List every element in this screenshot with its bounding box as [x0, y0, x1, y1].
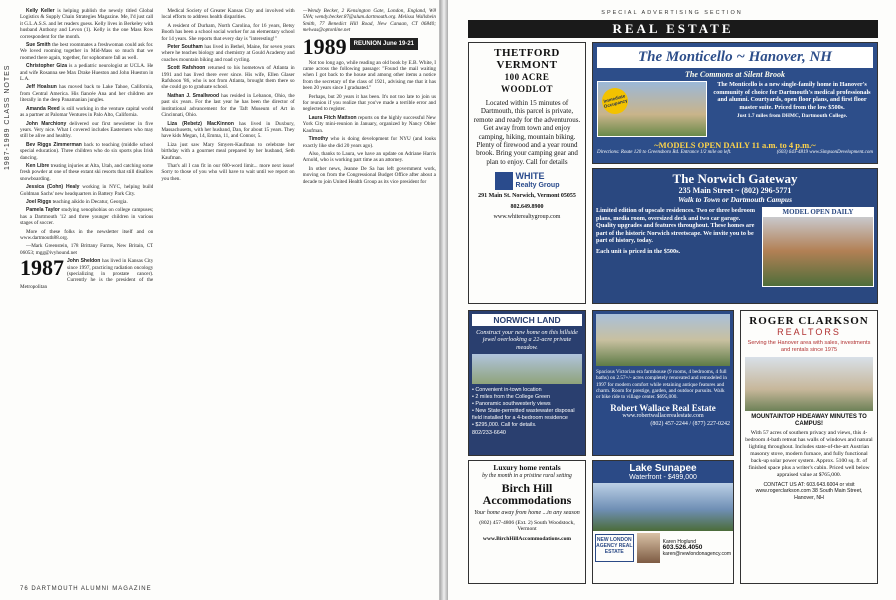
norwich-land-photo: [472, 354, 582, 384]
class-notes-columns: [20, 8, 436, 576]
roger-clarkson-photo: [745, 357, 873, 411]
class-note-paragraph: [303, 60, 436, 92]
class-note-paragraph: [161, 23, 294, 42]
class-note-paragraph: [20, 121, 153, 140]
model-open-daily-label: MODEL OPEN DAILY: [763, 208, 873, 217]
thetford-title-line: WOODLOT: [500, 84, 553, 94]
class-note-text: treating injuries at Alta, Utah, and catching some fresh powder at one of these extant ski resorts that still disallow snowboarding.: [20, 162, 154, 182]
class-note-paragraph: [303, 115, 436, 134]
classmate-name: Jeff Hoalsun: [26, 84, 57, 91]
norwich-land-phone: 802/233-6640: [472, 430, 506, 437]
column-2: [161, 8, 294, 576]
class-note-text: Also, thanks to Laura, we have an update on Adriane Harris Arnold, who is working part time as an attorney.: [302, 150, 436, 164]
roger-clarkson-serving: Serving the Hanover area with sales, investments and rentals since 1975: [747, 340, 871, 353]
roger-clarkson-ad[interactable]: [740, 310, 878, 584]
agent-name: Karen Hoglund: [662, 539, 696, 545]
class-year-1987: 1987: [20, 258, 64, 281]
thetford-title-line: 100 ACRE: [504, 72, 550, 82]
class-note-paragraph: [303, 94, 436, 113]
birch-hill-ad[interactable]: [468, 460, 586, 584]
classmate-name: Peter Southam: [167, 44, 203, 51]
class-note-text: working in NYC, helping build Goldman Sachs' new headquarters in Battery Park City.: [20, 184, 154, 197]
class-1989-header: [303, 37, 436, 57]
new-london-agency-logo: NEW LONDON AGENCY REAL ESTATE: [595, 534, 634, 562]
roger-clarkson-name: ROGER CLARKSON: [749, 315, 869, 327]
monticello-contact[interactable]: (603) 643-4819 www.SimpsonDevelopment.com: [776, 150, 873, 155]
class-note-text: is still working in the venture capital world as a partner at Palomar Ventures in Palo Alto, California.: [20, 105, 154, 119]
birch-hill-sub: by the month in a pristine rural setting: [482, 472, 572, 479]
norwich-land-features: [472, 387, 582, 429]
robert-wallace-photo: [596, 314, 730, 366]
class-note-paragraph: [161, 163, 294, 182]
real-estate-banner: REAL ESTATE: [468, 20, 878, 38]
class-note-paragraph: [161, 93, 294, 119]
norwich-gateway-ad[interactable]: [592, 168, 878, 304]
white-realty-address: 291 Main St. Norwich, Vermont 05055: [478, 193, 576, 200]
norwich-gateway-tagline: Walk to Town or Dartmouth Campus: [678, 195, 792, 204]
classmate-name: Amanda Reed: [26, 105, 60, 112]
robert-wallace-name: Robert Wallace Real Estate: [610, 403, 716, 414]
monticello-directions: Directions: Route 120 to Greensboro Rd. Entrance 1/2 mile on left.: [597, 150, 732, 155]
robert-wallace-ad[interactable]: [592, 310, 734, 456]
class-note-text: In other news, Jeanne De Sa has left government work, moving on from the Congressional Budget Office after about a decade to join United Health Group as its vice president for: [302, 165, 436, 185]
monticello-body: The Monticello is a new single-family home in Hanover's community of choice for Dartmouth's medical professionals and alumni. Courtyards, open floor plans, and first floor master suite. Priced from the low $500s.: [713, 81, 871, 111]
monticello-note: Just 1.7 miles from DHMC, Dartmouth College.: [736, 113, 848, 120]
monticello-subtitle: The Commons at Silent Brook: [684, 70, 786, 79]
white-realty-logo-top: WHITE: [515, 171, 545, 182]
lake-sunapee-price: Waterfront - $499,000: [629, 474, 697, 481]
class-note-paragraph: [20, 207, 153, 226]
thetford-body: Located within 15 minutes of Dartmouth, this parcel is private, remote and ready for the adventurous. Get away from town and enjoy camping, hiking, mountain biking. Plenty of firewood and a year round brook. Bring your camping gear and plan to enjoy. Call for details: [473, 99, 581, 166]
class-note-paragraph: [161, 44, 294, 63]
white-realty-logo-bottom: Realty Group: [515, 182, 560, 190]
class-note-text: Liza just saw Mary Smyers-Kaufman to celebrate her birthday with a gourmet meal prepared by her husband, Seth Kaufman.: [161, 141, 295, 161]
white-realty-logo-mark: [495, 172, 513, 190]
roger-clarkson-body: With 57 acres of southern privacy and views, this 4-bedroom 4-bath retreat has walls of windows and natural lighting throughout. Includes state-of-the-art Austrian masonry stove, modern furnace, and fully functional back-up solar power system. Approx. 5100 sq. ft. of finished space plus a writer's cabin. Priced well below appraised value at $765,000.: [745, 430, 873, 478]
class-note-paragraph: [161, 65, 294, 91]
classmate-name: John Marchiony: [26, 120, 67, 127]
agent-email[interactable]: karen@newlondonagency.com: [662, 551, 731, 557]
class-year-1989: 1989: [302, 36, 347, 57]
class-note-paragraph: [20, 42, 153, 61]
class-note-text: has lived in Bethel, Maine, for seven years where he teaches biology and chemistry at Gould Academy and coaches mountain biking and road cycling.: [161, 44, 295, 63]
left-page: [0, 0, 440, 600]
thetford-woodlot-ad[interactable]: [468, 42, 586, 304]
classmate-name: Sue Smith: [26, 42, 51, 49]
classmate-name: Pamela Taylor: [26, 207, 60, 214]
class-note-paragraph: [20, 84, 153, 103]
reunion-badge: REUNION June 19-21: [350, 38, 418, 50]
class-note-text: —Mark Greenstein, 178 Brittany Farms, New Britain, CT 06053; mgg@ivyhound.net: [20, 243, 154, 256]
classmate-name: Kelly Keller: [26, 8, 55, 14]
class-note-text: has moved back to Lake Tahoe, California, from Central America. His fiancée Ana and her children are literally in the deep Panamanian jungles.: [20, 84, 154, 104]
norwich-gateway-photo: [762, 207, 874, 287]
monticello-ad[interactable]: [592, 42, 878, 164]
classmate-name: Timothy: [308, 136, 329, 143]
lake-sunapee-ad[interactable]: [592, 460, 734, 584]
class-note-paragraph: [20, 243, 153, 256]
classmate-name: Joel Riggs: [26, 198, 52, 205]
birch-hill-phone: (802) 457-4806 (Ext. 2) South Woodstock, Vermont: [479, 519, 575, 533]
class-note-paragraph: [161, 8, 294, 21]
class-note-text: Medical Society of Greater Kansas City and involved with local efforts to address health disparities.: [161, 8, 295, 21]
class-note-text: the best roommates a freshwoman could ask for. We loved rooming together in Mid-Mass so much that we roomed there again, together, for sophomore fall as well.: [20, 42, 154, 61]
section-label: SPECIAL ADVERTISING SECTION: [601, 10, 743, 16]
column-1: [20, 8, 153, 576]
norwich-gateway-address: 235 Main Street ~ (802) 296-5771: [678, 186, 792, 195]
norwich-land-feature: • 2 miles from the College Green: [472, 394, 582, 401]
thetford-title: [473, 47, 581, 95]
norwich-land-ad[interactable]: [468, 310, 586, 456]
class-note-paragraph: [20, 63, 153, 82]
birch-hill-web[interactable]: www.BirchHillAccommodations.com: [482, 535, 572, 542]
classmate-name: Jessica (Cohn) Healy: [26, 184, 80, 191]
class-note-text: has resided in Lebanon, Ohio, the past six years. For the last year he has been the director of institutional advancement for the Taft Museum of Art in Cincinnati, Ohio.: [161, 92, 295, 119]
class-note-paragraph: [303, 151, 436, 164]
birch-hill-name: Birch Hill Accommodations: [482, 480, 572, 507]
classmate-name: Scott Rafshoon: [167, 65, 206, 72]
class-note-paragraph: [303, 136, 436, 149]
norwich-gateway-body: Limited edition of upscale residences. Two or three bedroom plans, media room, oversized deck and two car garage. Quality upgrades and features throughout. These homes are part of the historic Norwich streetscape. We invite you to be part of history, today.: [596, 207, 755, 245]
class-note-text: A resident of Durham, North Carolina, for 16 years, Betsy Booth has been a school social worker for an elementary school for 14 years. She reports that every day is "interesting!": [161, 22, 295, 42]
norwich-land-feature: • $295,000. Call for details.: [472, 422, 582, 429]
classmate-name: John Sheldon: [67, 258, 102, 265]
class-note-text: That's all I can fit in our 600-word limit... more next issue! Sorry to those of you who will have to wait until we report on you then.: [161, 162, 295, 182]
robert-wallace-web[interactable]: www.robertwallacerealestate.com: [622, 413, 704, 420]
birch-hill-tagline: Your home away from home ...in any season: [474, 509, 580, 516]
white-realty-phone: 802.649.8900: [510, 203, 544, 210]
classmate-name: Ken Libre: [26, 162, 50, 169]
class-note-paragraph: [161, 121, 294, 140]
roger-clarkson-headline: MOUNTAINTOP HIDEAWAY MINUTES TO CAMPUS!: [751, 414, 867, 427]
classmate-name: Liza (Rebetz) MacKinnon: [167, 120, 234, 127]
norwich-land-tagline: Construct your new home on this hillside jewel overlooking a 22-acre private meadow.: [476, 329, 578, 351]
class-note-text: Perhaps, but 20 years it has been. It's not too late to join us for reunion if you realize that you've made a terrible error and neglected to register.: [302, 93, 436, 113]
birch-hill-headline: Luxury home rentals: [493, 463, 561, 472]
class-note-text: has lived in Duxbury, Massachusetts, with her husband, Dan, for about 15 years. They have kids Megan, 14, Emma, 11, and Connor, 5.: [161, 120, 295, 140]
white-realty-web[interactable]: www.whiterealtygroup.com: [493, 214, 561, 221]
column-3: [303, 8, 436, 576]
monticello-title: The Monticello ~ Hanover, NH: [597, 47, 873, 68]
class-note-paragraph: [20, 106, 153, 119]
class-note-text: returned to his hometown of Atlanta in 1991 and has lived there ever since. His wife, Ellen Glaser Rafshoon '86, who is not from Atlanta, brought them there so she could go to graduate school.: [161, 65, 295, 91]
classmate-name: Christopher Giza: [26, 63, 67, 70]
class-note-text: is helping publish the newsly titled Global Logistics & Supply Chain Strategies Magazine. Me, I'd just call it G.L.A.S.S. and let readers guess. Kelly lives in Berkeley with husband Anthony and Levon (1). Kelly is the one Mass Row correspondent for the month.: [20, 8, 154, 40]
classmate-name: Bev Riggs Zimmerman: [26, 141, 82, 148]
class-note-paragraph: [20, 229, 153, 242]
class-note-text: teaching aikido in Decatur, Georgia.: [52, 198, 128, 205]
class-note-paragraph: [20, 184, 153, 197]
class-1987-header: [20, 258, 153, 290]
class-note-text: studying xenophobias on college campuses; has a Dartmouth '12 and three younger children in various stages of soccer.: [20, 207, 154, 227]
class-notes-tab: 1987-1989 CLASS NOTES: [4, 64, 11, 170]
agent-phone: 603.526.4050: [662, 544, 703, 551]
classmate-name: Nathan J. Smallwood: [167, 92, 220, 99]
agent-photo: [637, 533, 660, 563]
monticello-photo: [597, 81, 707, 137]
class-note-paragraph: [20, 163, 153, 182]
robert-wallace-phones: (802) 457-2244 / (877) 227-0242: [650, 421, 730, 428]
norwich-land-feature: • Convenient in-town location: [472, 387, 582, 394]
monticello-open-hours: ~MODELS OPEN DAILY 11 a.m. to 4 p.m.~: [654, 140, 816, 150]
class-note-paragraph: [161, 142, 294, 161]
robert-wallace-description: Spacious Victorian era farmhouse (9 rooms, 4 bedrooms, 4 full baths) on 2.57+/- acres completely renovated and remodeled in 1997 for modern comfort while retaining antique features and charm. Room for prestige, garden, and outdoor pursuits. Walk or bike ride to village center. $695,000.: [596, 369, 727, 401]
class-note-text: More of these folks in the newsletter itself and on www.dartmouth88.org.: [20, 228, 154, 241]
norwich-land-feature: • New State-permitted wastewater disposal field installed for a 4-bedroom residence: [472, 408, 582, 422]
immediate-occupancy-badge: Immediate Occupancy: [599, 85, 631, 117]
class-note-text: reports on the highly successful New York City mini-reunion in January, organized by Nancy Obler Kaufman.: [302, 114, 436, 134]
column-3-signoff: —Wendy Becker, 2 Kensington Gate, London, England, W8 5NA; wendy.becker.87@alum.dartmouth.org. Melissa Wallshein Smith, 77 Benedict Hill Road, New Canaan, CT 06840; melwas@optonline.net: [302, 8, 436, 34]
norwich-gateway-title: The Norwich Gateway: [672, 171, 798, 186]
white-realty-logo: [473, 172, 581, 190]
class-note-text: delivered our first newsletter in five years. Very nice. What I covered includes Easterners who may still be alive and healthy.: [20, 120, 154, 140]
class-note-paragraph: [303, 166, 436, 185]
spine-gutter: [440, 0, 448, 600]
class-note-paragraph: [20, 142, 153, 161]
thetford-title-line: VERMONT: [496, 59, 558, 71]
lake-sunapee-title: Lake Sunapee: [629, 463, 697, 474]
norwich-gateway-price: Each unit is priced in the $500s.: [596, 247, 681, 255]
class-note-text: who is doing development for NYU (and looks exactly like she did 20 years ago).: [302, 136, 436, 149]
class-note-text: Not too long ago, while reading an old book by E.B. White, I came across the following passage: "Found the mail waiting when I got back to the house and among other items a notice from the secretary of the class of 1921, advising me that it has been 20 years since I graduated.": [302, 59, 436, 92]
class-note-text: back to teaching (middle school special education). Three children who do six sports plus Irish dancing.: [20, 141, 154, 161]
right-page: [448, 0, 896, 600]
lake-sunapee-photo: [593, 483, 733, 531]
norwich-land-title: NORWICH LAND: [472, 314, 582, 326]
thetford-title-line: THETFORD: [494, 47, 560, 59]
norwich-land-feature: • Panoramic southwesterly views: [472, 401, 582, 408]
class-note-paragraph: [20, 199, 153, 205]
roger-clarkson-realtors: REALTORS: [777, 327, 841, 337]
class-note-text: is a pediatric neurologist at UCLA. He and wife Rosanna see Max Drake Hueston and John Hueston in L.A.: [20, 63, 154, 83]
page-folio: 76 DARTMOUTH ALUMNI MAGAZINE: [20, 586, 152, 592]
class-note-text: has lived in Kansas City since 1997, practicing radiation oncology (specializing in prostate cancer). Currently he is the president of the Metropolitan: [20, 258, 154, 290]
roger-clarkson-contact[interactable]: CONTACT US AT: 603.643.6004 or visit www.rogerclarkson.com 38 South Main Street, Hanover, NH: [755, 482, 863, 501]
class-note-paragraph: [20, 8, 153, 40]
classmate-name: Laura Fitch Mattson: [308, 114, 357, 121]
